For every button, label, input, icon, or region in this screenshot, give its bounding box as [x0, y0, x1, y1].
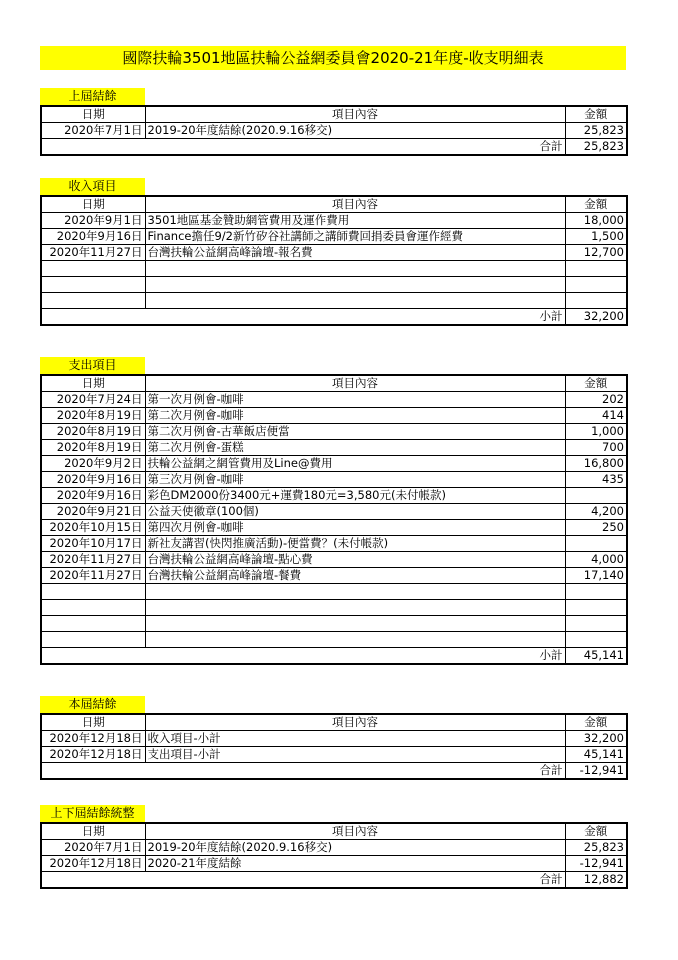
section-label: 收入項目: [40, 178, 145, 195]
blank-cell: [565, 632, 627, 648]
row-date: 2020年11月27日: [41, 245, 145, 261]
table-row: [41, 488, 627, 504]
blank-cell: [145, 632, 565, 648]
table-row: [41, 568, 627, 584]
row-amount: [565, 488, 627, 504]
header-date: 日期: [81, 715, 105, 729]
blank-row: [41, 600, 627, 616]
blank-cell: [145, 584, 565, 600]
row-item: 2020-21年度結餘: [145, 856, 565, 872]
row-amount: 25,823: [565, 840, 627, 856]
row-item: 第二次月例會-古華飯店便當: [145, 424, 565, 440]
row-date: 2020年8月19日: [41, 408, 145, 424]
row-amount: [565, 536, 627, 552]
row-item: 支出項目-小計: [145, 747, 565, 763]
table-header: [41, 106, 627, 123]
table-row: [41, 456, 627, 472]
row-item: 新社友講習(快閃推廣活動)-便當費？(未付帳款): [145, 536, 565, 552]
row-date: 2020年12月18日: [41, 856, 145, 872]
row-date: 2020年9月1日: [41, 213, 145, 229]
total-row: [41, 763, 627, 780]
total-amount: -12,941: [565, 763, 627, 780]
row-item: 收入項目-小計: [145, 731, 565, 747]
header-amount: 金額: [565, 714, 627, 731]
header-item: 項目內容: [145, 196, 565, 213]
row-date: 2020年10月17日: [41, 536, 145, 552]
total-label: 合計: [41, 139, 565, 156]
section-label: 本屆結餘: [40, 696, 145, 713]
blank-row: [41, 261, 627, 277]
table-row: [41, 536, 627, 552]
table-row: [41, 392, 627, 408]
header-date: 日期: [81, 824, 105, 838]
ledger-table: [40, 195, 628, 326]
table-row: [41, 747, 627, 763]
total-label: 合計: [41, 763, 565, 780]
row-date: 2020年9月16日: [41, 488, 145, 504]
row-amount: 414: [565, 408, 627, 424]
row-item: 2019-20年度結餘(2020.9.16移交): [145, 840, 565, 856]
row-amount: 1,000: [565, 424, 627, 440]
total-amount: 12,882: [565, 872, 627, 889]
row-item: 第二次月例會-蛋糕: [145, 440, 565, 456]
row-amount: 12,700: [565, 245, 627, 261]
table-row: [41, 424, 627, 440]
ledger-table: [40, 374, 628, 665]
table-row: [41, 213, 627, 229]
ledger-table: [40, 713, 628, 780]
section: [40, 357, 626, 665]
table-header: [41, 375, 627, 392]
page-title: 國際扶輪3501地區扶輪公益網委員會2020-21年度-收支明細表: [40, 46, 626, 70]
row-amount: 16,800: [565, 456, 627, 472]
table-row: [41, 123, 627, 139]
blank-row: [41, 584, 627, 600]
row-date: 2020年7月1日: [41, 123, 145, 139]
section-label: 上下屆結餘統整: [40, 805, 145, 822]
row-date: 2020年8月19日: [41, 424, 145, 440]
header-item: 項目內容: [145, 375, 565, 392]
section: [40, 88, 626, 156]
blank-row: [41, 632, 627, 648]
row-amount: -12,941: [565, 856, 627, 872]
section: [40, 178, 626, 326]
row-amount: 1,500: [565, 229, 627, 245]
row-date: 2020年11月27日: [41, 568, 145, 584]
header-item: 項目內容: [145, 714, 565, 731]
row-amount: 202: [565, 392, 627, 408]
row-item: 公益天使徽章(100個): [145, 504, 565, 520]
row-date: 2020年12月18日: [41, 747, 145, 763]
total-amount: 25,823: [565, 139, 627, 156]
total-label: 小計: [41, 648, 565, 665]
row-amount: 32,200: [565, 731, 627, 747]
table-header: [41, 196, 627, 213]
blank-cell: [145, 293, 565, 309]
row-item: 第四次月例會-咖啡: [145, 520, 565, 536]
row-item: 第二次月例會-咖啡: [145, 408, 565, 424]
table-row: [41, 856, 627, 872]
table-row: [41, 229, 627, 245]
blank-cell: [41, 600, 145, 616]
row-date: 2020年9月16日: [41, 472, 145, 488]
row-amount: 17,140: [565, 568, 627, 584]
row-item: 第一次月例會-咖啡: [145, 392, 565, 408]
blank-cell: [145, 616, 565, 632]
row-item: Finance擔任9/2新竹矽谷社講師之講師費回捐委員會運作經費: [145, 229, 565, 245]
row-date: 2020年11月27日: [41, 552, 145, 568]
section: [40, 805, 626, 889]
row-date: 2020年12月18日: [41, 731, 145, 747]
blank-cell: [145, 261, 565, 277]
ledger-table: [40, 822, 628, 889]
blank-cell: [41, 277, 145, 293]
row-item: 台灣扶輪公益網高峰論壇-點心費: [145, 552, 565, 568]
header-amount: 金額: [565, 375, 627, 392]
total-amount: 32,200: [565, 309, 627, 326]
row-amount: 4,000: [565, 552, 627, 568]
row-date: 2020年9月16日: [41, 229, 145, 245]
table-row: [41, 472, 627, 488]
blank-cell: [145, 600, 565, 616]
row-date: 2020年9月21日: [41, 504, 145, 520]
row-item: 2019-20年度結餘(2020.9.16移交): [145, 123, 565, 139]
blank-cell: [41, 632, 145, 648]
table-row: [41, 440, 627, 456]
row-date: 2020年7月24日: [41, 392, 145, 408]
table-row: [41, 520, 627, 536]
row-date: 2020年7月1日: [41, 840, 145, 856]
blank-cell: [41, 261, 145, 277]
blank-cell: [565, 261, 627, 277]
row-item: 3501地區基金贊助網管費用及運作費用: [145, 213, 565, 229]
table-header: [41, 823, 627, 840]
blank-cell: [565, 277, 627, 293]
row-amount: 25,823: [565, 123, 627, 139]
blank-cell: [565, 600, 627, 616]
row-item: 台灣扶輪公益網高峰論壇-報名費: [145, 245, 565, 261]
blank-cell: [145, 277, 565, 293]
blank-cell: [41, 584, 145, 600]
row-date: 2020年8月19日: [41, 440, 145, 456]
header-date: 日期: [81, 376, 105, 390]
blank-row: [41, 616, 627, 632]
total-label: 合計: [41, 872, 565, 889]
header-amount: 金額: [565, 106, 627, 123]
row-amount: 4,200: [565, 504, 627, 520]
table-row: [41, 504, 627, 520]
total-row: [41, 648, 627, 665]
table-row: [41, 245, 627, 261]
section-label: 支出項目: [40, 357, 145, 374]
row-amount: 700: [565, 440, 627, 456]
header-date: 日期: [81, 197, 105, 211]
table-row: [41, 840, 627, 856]
section: [40, 696, 626, 780]
blank-cell: [41, 293, 145, 309]
row-amount: 250: [565, 520, 627, 536]
row-item: 扶輪公益網之網管費用及Line@費用: [145, 456, 565, 472]
header-amount: 金額: [565, 823, 627, 840]
row-item: 台灣扶輪公益網高峰論壇-餐費: [145, 568, 565, 584]
header-amount: 金額: [565, 196, 627, 213]
row-item: 彩色DM2000份3400元+運費180元=3,580元(未付帳款): [145, 488, 565, 504]
total-row: [41, 309, 627, 326]
header-item: 項目內容: [145, 106, 565, 123]
section-label: 上屆結餘: [40, 88, 145, 105]
row-amount: 18,000: [565, 213, 627, 229]
table-header: [41, 714, 627, 731]
blank-cell: [565, 616, 627, 632]
header-item: 項目內容: [145, 823, 565, 840]
blank-row: [41, 293, 627, 309]
total-label: 小計: [41, 309, 565, 326]
total-row: [41, 872, 627, 889]
ledger-table: [40, 105, 628, 156]
total-amount: 45,141: [565, 648, 627, 665]
row-date: 2020年10月15日: [41, 520, 145, 536]
table-row: [41, 731, 627, 747]
blank-row: [41, 277, 627, 293]
row-amount: 435: [565, 472, 627, 488]
blank-cell: [565, 293, 627, 309]
blank-cell: [41, 616, 145, 632]
row-amount: 45,141: [565, 747, 627, 763]
table-row: [41, 552, 627, 568]
blank-cell: [565, 584, 627, 600]
row-date: 2020年9月2日: [41, 456, 145, 472]
row-item: 第三次月例會-咖啡: [145, 472, 565, 488]
header-date: 日期: [81, 107, 105, 121]
total-row: [41, 139, 627, 156]
table-row: [41, 408, 627, 424]
